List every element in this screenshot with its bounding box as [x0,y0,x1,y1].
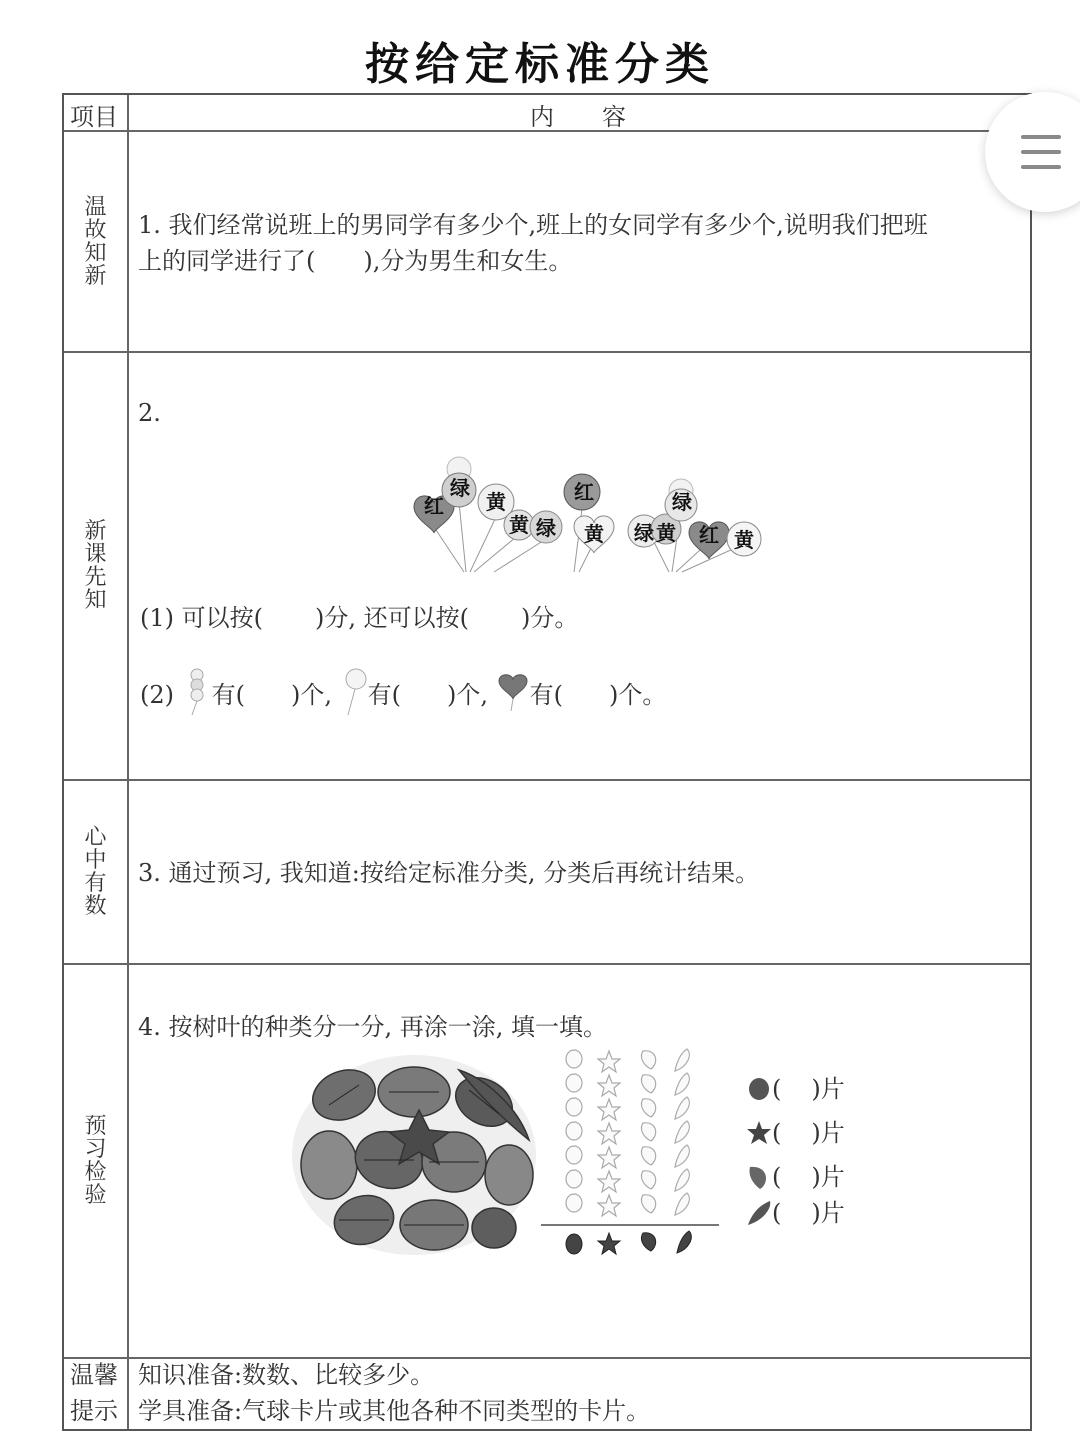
round-leaf-icon [746,1075,772,1103]
question-4-text: 4. 按树叶的种类分一分, 再涂一涂, 填一填。 [138,1013,608,1041]
question-2-part-2: (2) 有( )个, 有( )个, 有( )个。 [140,667,666,715]
header-content: 内 容 [530,103,626,131]
balloon-label: 红 [424,494,444,518]
balloon-label: 黄 [486,490,506,514]
balloon-label: 红 [574,480,594,504]
balloon-bunch-icon [182,667,212,715]
question-1-line-2: 上的同学进行了( ),分为男生和女生。 [138,247,573,275]
balloon-label: 绿 [634,521,654,545]
balloon-picture [404,447,774,587]
answer-row: ( )片 [746,1195,845,1231]
question-1-line-1: 1. 我们经常说班上的男同学有多少个,班上的女同学有多少个,说明我们把班 [138,211,928,239]
balloon-label: 红 [699,523,719,547]
fan-leaf-icon [746,1163,772,1191]
answer-row: ( )片 [746,1159,845,1195]
row-divider [64,779,1030,781]
column-divider [127,95,129,1429]
question-3-text: 3. 通过预习, 我知道:按给定标准分类, 分类后再统计结果。 [138,859,760,887]
balloon-label: 绿 [672,490,692,514]
answer-row: ( )片 [746,1115,845,1151]
row-divider [64,963,1030,965]
heart-balloon-icon [496,671,530,711]
long-leaf-icon [746,1199,772,1227]
tip-knowledge: 知识准备:数数、比较多少。 [138,1361,435,1389]
round-balloon-icon [340,667,368,715]
balloon-label: 绿 [450,476,470,500]
header-item: 项目 [70,103,118,131]
page-title: 按给定标准分类 [365,39,715,90]
row-divider [64,351,1030,353]
answer-row: ( )片 [746,1071,845,1107]
leaf-tally-chart [539,1047,724,1267]
section-label-preview: 新课先知 [84,519,107,613]
question-2-part-1: (1) 可以按( )分, 还可以按( )分。 [140,604,579,632]
leaf-pile-picture [289,1050,539,1260]
balloon-label: 黄 [509,513,529,537]
section-label-check: 预习检验 [84,1114,107,1208]
section-label-tips: 温馨 提示 [70,1361,118,1425]
question-2-number: 2. [138,399,161,427]
balloon-label: 黄 [584,522,604,546]
maple-leaf-icon [746,1119,772,1147]
tip-materials: 学具准备:气球卡片或其他各种不同类型的卡片。 [138,1397,651,1425]
balloon-label: 绿 [536,516,556,540]
worksheet-table [62,93,1032,1431]
section-label-summary: 心中有数 [84,825,107,919]
section-label-review: 温故知新 [84,194,107,289]
balloon-label: 黄 [656,521,676,545]
balloon-label: 黄 [734,528,754,552]
